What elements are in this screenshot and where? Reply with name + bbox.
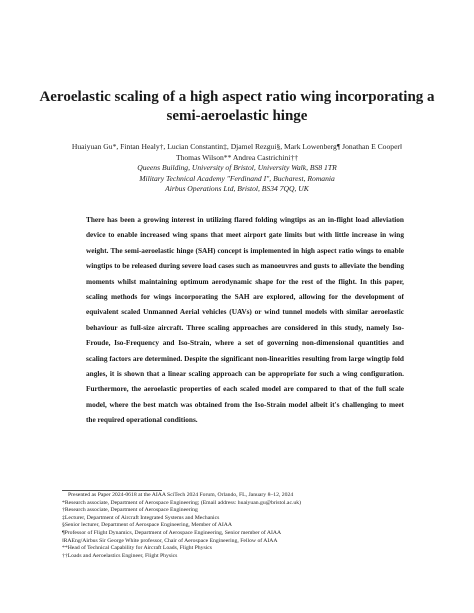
paper-title (30, 88, 444, 126)
author-block (40, 142, 434, 195)
footnote-author-7: **Head of Technical Capability for Aircraft Loads, Flight Physics (62, 545, 213, 552)
footnote-author-5: ¶Professor of Flight Dynamics, Department of Aerospace Engineering, Senior member of AIAA (62, 529, 282, 536)
affiliation-bucharest: Military Technical Academy "Ferdinand I", Bucharest, Romania (139, 173, 335, 183)
footnote-author-1: *Research associate, Department of Aerospace Engineering; (Email address: huaiyuan.gu@bristol.ac.uk) (62, 499, 301, 506)
title-line-2: semi-aeroelastic hinge (166, 108, 308, 124)
title-line-1: Aeroelastic scaling of a high aspect ratio wing incorporating a (39, 89, 435, 105)
footnote-author-4: §Senior lecturer, Department of Aerospace Engineering, Member of AIAA (62, 522, 233, 529)
affiliation-bristol: Queens Building, University of Bristol, University Walk, BS8 1TR (137, 163, 337, 172)
footnote-author-2: †Research associate, Department of Aerospace Engineering (62, 507, 198, 514)
footnote-presented: Presented as Paper 2024-0618 at the AIAA SciTech 2024 Forum, Orlando, FL, January 8–12, 2024 (68, 492, 294, 498)
affiliation-airbus: Airbus Operations Ltd, Bristol, BS34 7QQ, UK (165, 184, 309, 193)
authors-line-1: Huaiyuan Gu*, Fintan Healy†, Lucian Constantin‡, Djamel Rezgui§, Mark Lowenberg¶ Jonathan E Cooper‖ (71, 142, 403, 151)
footnote-author-3: ‡Lecturer, Department of Aircraft Integrated Systems and Mechanics (62, 514, 220, 521)
footnotes (62, 492, 422, 560)
footnote-divider (62, 490, 162, 491)
authors-line-2: Thomas Wilson** Andrea Castrichini†† (175, 152, 299, 162)
abstract: There has been a growing interest in utilizing flared folding wingtips as an in-flight load alleviation device to enable increased wing spans that meet airport gate limits but with little increase in wing weight. The semi-aeroelastic hinge (SAH) concept is implemented in high aspect ratio wings to enable wingtips to be released during severe load cases such as manoeuvres and gusts to alleviate the bending moments whilst maintaining optimum aerodynamic shape for the rest of the flight. In this paper, scaling methods for wings incorporating the SAH are explored, allowing for the development of equivalent scaled Unmanned Aerial vehicles (UAVs) or wind tunnel models with similar aeroelastic behaviour as full-size aircraft. Three scaling approaches are considered in this study, namely Iso-Froude, Iso-Frequency and Iso-Strain, where a set of governing non-dimensional quantities and scaling factors are determined. Despite the significant non-linearities resulting from large wingtip fold angles, it is shown that a linear scaling approach can be appropriate for such a wing configuration. Furthermore, the aeroelastic properties of each scaled model are compared to that of the full scale model, where the best match was obtained from the Iso-Strain model albeit it's challenging to meet the required operational conditions. (86, 215, 404, 425)
footnote-author-6: ‖RAEng/Airbus Sir George White professor, Chair of Aerospace Engineering, Fellow of AIAA (62, 537, 278, 544)
footnote-author-8: ††Loads and Aeroelastics Engineer, Flight Physics (62, 552, 178, 559)
